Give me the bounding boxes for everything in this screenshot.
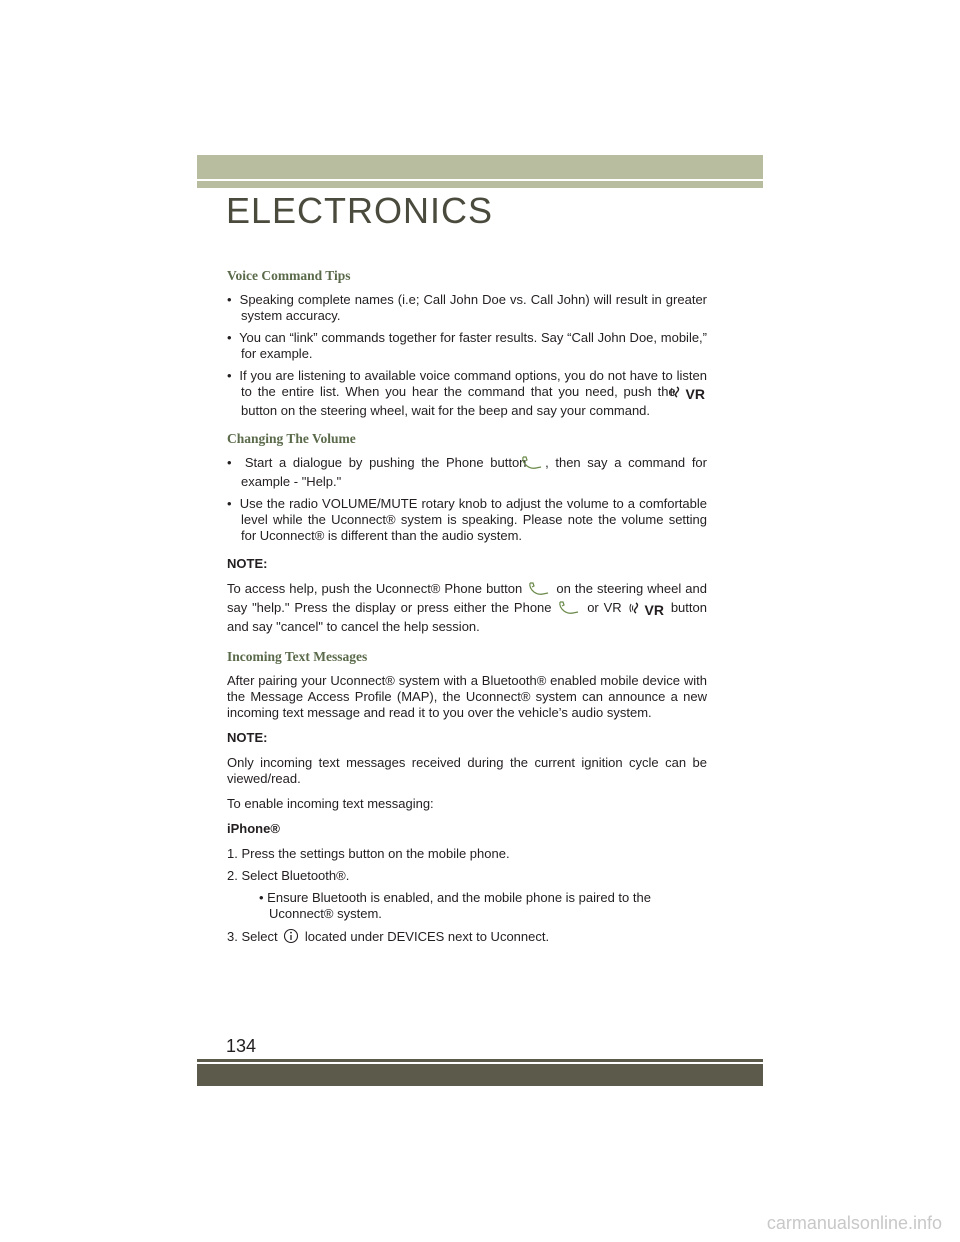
page-number: 134 (226, 1036, 257, 1056)
section-title: ELECTRONICS (226, 190, 494, 231)
note-text-d: button and say "cancel" to cancel the help session. (227, 600, 707, 634)
vr-label: VR (685, 386, 705, 402)
step-3-text-a: 3. Select (227, 929, 278, 944)
enable-intro: To enable incoming text messaging: (227, 796, 434, 811)
footer-band (197, 1064, 763, 1086)
info-icon (283, 928, 299, 948)
text-messages-heading: Incoming Text Messages (227, 649, 368, 664)
step-2-sub-bullet-text: Ensure Bluetooth is enabled, and the mobile phone is paired to the Uconnect® system. (267, 890, 651, 921)
steps-list (227, 846, 707, 948)
voice-tip-3-text-b: button on the steering wheel, wait for the beep and say your command. (241, 403, 651, 418)
note-text-a: To access help, push the Uconnect® Phone button (227, 581, 523, 596)
volume-tip-2-text: Use the radio VOLUME/MUTE rotary knob to adjust the volume to a comfortable level while the Uconnect® system is speaking. Please note the volume setting for Uconnect® is different than the audio system. (239, 496, 708, 543)
phone-icon (558, 601, 580, 619)
note-text-b: on the steering wheel and say "help." Press the display or press either the Phone (227, 581, 707, 615)
volume-tip-1 (227, 455, 707, 490)
step-3 (227, 928, 707, 948)
watermark: carmanualsonline.info (766, 1213, 942, 1233)
volume-tip-2 (227, 496, 707, 544)
note2-text: Only incoming text messages received during the current ignition cycle can be viewed/read. (227, 755, 707, 786)
voice-recognition-icon (684, 385, 705, 403)
voice-tip-1 (227, 292, 707, 324)
page-content (227, 268, 707, 957)
footer-rule (197, 1059, 763, 1062)
volume-heading: Changing The Volume (227, 431, 356, 446)
text-messages-paragraph: After pairing your Uconnect® system with a Bluetooth® enabled mobile device with the Message Access Profile (MAP), the Uconnect® system can announce a new incoming text message and read it to you over the vehicle’s audio system. (227, 673, 707, 720)
vr-label: VR (644, 602, 664, 618)
voice-tip-2 (227, 330, 707, 362)
voice-tip-3 (227, 368, 707, 419)
note2-label: NOTE: (227, 730, 268, 745)
header-rule (197, 181, 763, 188)
iphone-label: iPhone® (227, 821, 280, 836)
note-paragraph (227, 581, 707, 635)
header-band (197, 155, 763, 179)
voice-tips-list (227, 292, 707, 419)
voice-tips-heading: Voice Command Tips (227, 268, 351, 283)
step-3-text-b: located under DEVICES next to Uconnect. (304, 929, 550, 944)
voice-recognition-icon (629, 601, 664, 619)
voice-tip-1-text: Speaking complete names (i.e; Call John Doe vs. Call John) will result in greater system accuracy. (239, 292, 707, 323)
note-label: NOTE: (227, 556, 268, 571)
step-2-sub-bullet (259, 890, 707, 922)
step-2: 2. Select Bluetooth®. (227, 868, 350, 883)
note-text-c: or VR (587, 600, 622, 615)
phone-icon (535, 456, 543, 474)
volume-list (227, 455, 707, 544)
volume-tip-1-text-b: , then say a command for example - "Help." (241, 455, 707, 489)
voice-tip-2-text: You can “link” commands together for faster results. Say “Call John Doe, mobile,” for example. (239, 330, 708, 361)
step-1: 1. Press the settings button on the mobile phone. (227, 846, 510, 861)
phone-icon (528, 582, 550, 600)
volume-tip-1-text-a: Start a dialogue by pushing the Phone button (244, 455, 527, 470)
voice-tip-3-text-a: If you are listening to available voice command options, you do not have to listen to the entire list. When you hear the command that you need, push the (239, 368, 707, 399)
